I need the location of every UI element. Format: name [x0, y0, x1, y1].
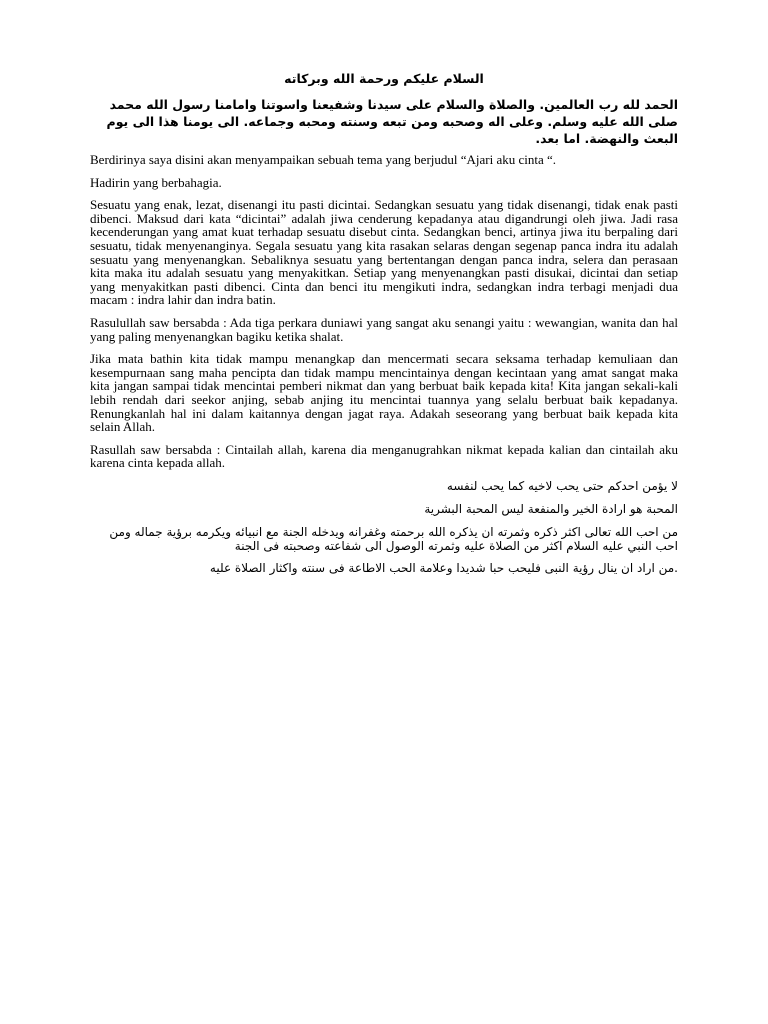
arabic-quote-1: لا يؤمن احدكم حتى يحب لاخيه كما يحب لنفسه	[446, 478, 678, 493]
arabic-opening: الحمد لله رب العالمين. والصلاة والسلام على سيدنا وشفيعنا واسوتنا وامامنا رسول الله محمد صلى الله عليه وسلم. وعلى اله وصحبه ومن تبعه وسنته ومحبه وجماعه. الى يومنا هذا الى يوم البعث والنهضة. اما بعد.	[106, 97, 678, 146]
paragraph-inner-eye: Jika mata bathin kita tidak mampu menangkap dan mencermati secara seksama terhadap kemuliaan dan kesempurnaan sang maha pencipta dan tidak mampu mencintainya dengan kecintaan yang amat sangat maka kita jangan sampai tidak mencintai pemberi nikmat dan yang berbuat baik kepada kita! Kita jangan sekali-kali lebih rendah dari seekor anjing, sebab anjing itu mencintai tuannya yang selalu berbuat baik kepadanya. Renungkanlah hal ini dalam kaitannya dengan jagat raya. Adakah seseorang yang berbuat baik kepada kita selain Allah.	[90, 351, 678, 435]
paragraph-greeting: Hadirin yang berbahagia.	[90, 174, 222, 190]
arabic-quote-4: .من اراد ان ينال رؤية النبى فليحب حبا شديدا وعلامة الحب الاطاعة فى سنته واكثار الصلاة عليه	[209, 560, 678, 575]
document-title: السلام عليكم ورحمة الله وبركاته	[284, 71, 484, 86]
paragraph-hadith-love-allah: Rasullah saw bersabda : Cintailah allah, karena dia menganugrahkan nikmat kepada kalian dan cintailah aku karena cinta kepada allah.	[90, 441, 678, 471]
paragraph-hadith-three-things: Rasulullah saw bersabda : Ada tiga perkara duniawi yang sangat aku senangi yaitu : wewangian, wanita dan hal yang paling menyenangkan bagiku ketika shalat.	[90, 314, 678, 344]
arabic-quote-2: المحبة هو ارادة الخير والمنفعة ليس المحبة البشرية	[424, 501, 678, 516]
paragraph-intro: Berdirinya saya disini akan menyampaikan sebuah tema yang berjudul “Ajari aku cinta “.	[90, 152, 557, 167]
document-page	[90, 70, 678, 584]
arabic-quote-3: من احب الله تعالى اكثر ذكره وثمرته ان يذكره الله برحمته وغفرانه ويدخله الجنة مع انبيائه ويكرمه برؤية جماله ومن احب النبي عليه السلام اكثر من الصلاة عليه وثمرته الوصول الى شفاعته وصحبته فى الجنة	[109, 524, 678, 553]
paragraph-love-definition: Sesuatu yang enak, lezat, disenangi itu pasti dicintai. Sedangkan sesuatu yang tidak disenangi, tidak enak pasti dibenci. Maksud dari kata “dicintai” adalah jiwa cenderung kepadanya atau digandrungi oleh jiwa. Jadi rasa kecenderungan yang amat kuat terhadap sesuatu disebut cinta. Sedangkan benci, artinya jiwa itu berpaling dari sesuatu, tidak menyenanginya. Segala sesuatu yang kita rasakan selaras dengan segenap panca indra itu adalah sesuatu yang menyenangkan. Sebaliknya sesuatu yang bertentangan dengan panca indra, selera dan perasaan kita maka itu adalah sesuatu yang menyakitkan. Setiap yang menyenangkan pasti disukai, dicintai dan setiap yang menyakitkan pasti dibenci. Cinta dan benci itu mengikuti indra, sedangkan indra terbagi menjadi dua macam : indra lahir dan indra batin.	[90, 197, 678, 308]
